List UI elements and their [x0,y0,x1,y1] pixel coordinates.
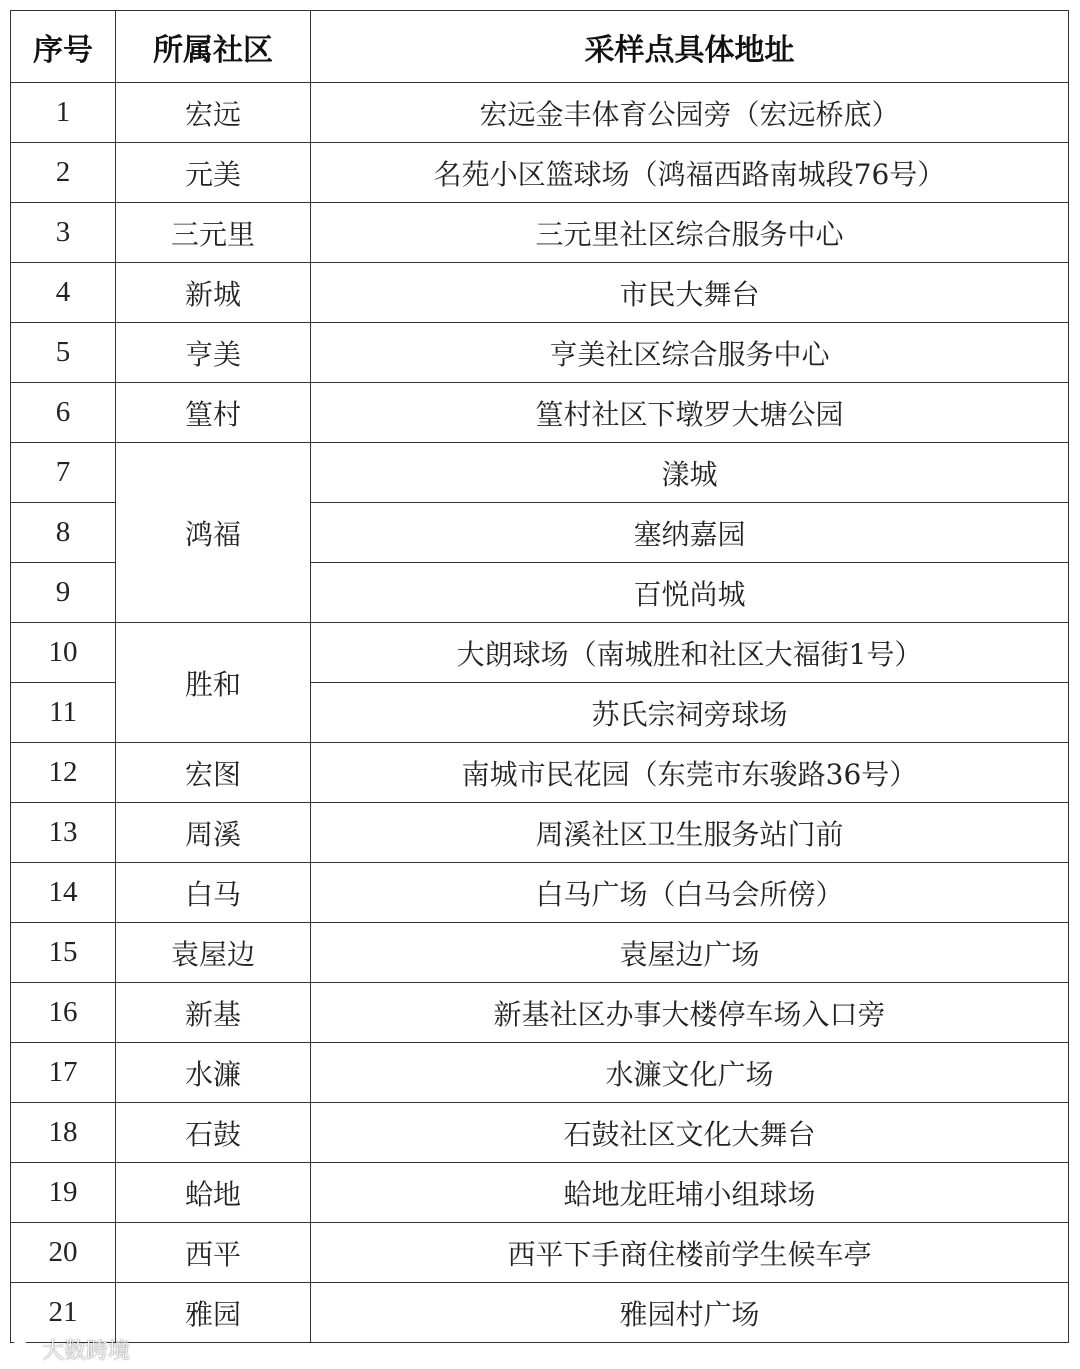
community-cell: 雅园 [116,1283,311,1343]
address-cell: 水濂文化广场 [311,1043,1069,1103]
sampling-sites-table [10,10,1069,1343]
table-row [11,923,1069,983]
address-cell: 市民大舞台 [311,263,1069,323]
community-cell: 西平 [116,1223,311,1283]
serial-number-cell: 12 [11,743,116,803]
address-cell: 西平下手商住楼前学生候车亭 [311,1223,1069,1283]
community-cell: 蛤地 [116,1163,311,1223]
address-cell: 篁村社区下墩罗大塘公园 [311,383,1069,443]
serial-number-cell: 14 [11,863,116,923]
community-cell: 亨美 [116,323,311,383]
community-cell: 元美 [116,143,311,203]
table-row [11,983,1069,1043]
serial-number-cell: 21 [11,1283,116,1343]
address-cell: 袁屋边广场 [311,923,1069,983]
community-cell: 石鼓 [116,1103,311,1163]
address-cell: 蛤地龙旺埔小组球场 [311,1163,1069,1223]
serial-number-cell: 10 [11,623,116,683]
table-row [11,323,1069,383]
header-serial-number: 序号 [11,11,116,83]
table-row [11,863,1069,923]
table-row [11,803,1069,863]
table-row [11,1043,1069,1103]
community-cell: 周溪 [116,803,311,863]
header-address: 采样点具体地址 [311,11,1069,83]
table-row [11,1223,1069,1283]
address-cell: 塞纳嘉园 [311,503,1069,563]
serial-number-cell: 3 [11,203,116,263]
community-cell: 新基 [116,983,311,1043]
community-cell: 袁屋边 [116,923,311,983]
address-cell: 新基社区办事大楼停车场入口旁 [311,983,1069,1043]
header-community: 所属社区 [116,11,311,83]
address-cell: 南城市民花园（东莞市东骏路36号） [311,743,1069,803]
community-cell: 鸿福 [116,443,311,623]
serial-number-cell: 20 [11,1223,116,1283]
table-row [11,383,1069,443]
community-cell: 三元里 [116,203,311,263]
address-cell: 大朗球场（南城胜和社区大福街1号） [311,623,1069,683]
serial-number-cell: 19 [11,1163,116,1223]
address-cell: 雅园村广场 [311,1283,1069,1343]
table-row [11,623,1069,683]
address-cell: 漾城 [311,443,1069,503]
serial-number-cell: 11 [11,683,116,743]
watermark-text: 大数跨境 [42,1339,131,1364]
serial-number-cell: 8 [11,503,116,563]
table-row [11,443,1069,503]
serial-number-cell: 13 [11,803,116,863]
community-cell: 宏图 [116,743,311,803]
serial-number-cell: 5 [11,323,116,383]
serial-number-cell: 15 [11,923,116,983]
table-row [11,1283,1069,1343]
serial-number-cell: 1 [11,83,116,143]
address-cell: 白马广场（白马会所傍） [311,863,1069,923]
sampling-sites-table-container [10,10,1068,1343]
table-row [11,203,1069,263]
serial-number-cell: 18 [11,1103,116,1163]
address-cell: 亨美社区综合服务中心 [311,323,1069,383]
community-cell: 白马 [116,863,311,923]
community-cell: 宏远 [116,83,311,143]
community-cell: 胜和 [116,623,311,743]
serial-number-cell: 7 [11,443,116,503]
serial-number-cell: 6 [11,383,116,443]
table-header-row [11,11,1069,83]
address-cell: 三元里社区综合服务中心 [311,203,1069,263]
table-row [11,1163,1069,1223]
table-row [11,143,1069,203]
address-cell: 名苑小区篮球场（鸿福西路南城段76号） [311,143,1069,203]
address-cell: 周溪社区卫生服务站门前 [311,803,1069,863]
serial-number-cell: 4 [11,263,116,323]
address-cell: 苏氏宗祠旁球场 [311,683,1069,743]
table-row [11,1103,1069,1163]
community-cell: 水濂 [116,1043,311,1103]
table-row [11,743,1069,803]
table-row [11,83,1069,143]
address-cell: 宏远金丰体育公园旁（宏远桥底） [311,83,1069,143]
serial-number-cell: 9 [11,563,116,623]
address-cell: 石鼓社区文化大舞台 [311,1103,1069,1163]
address-cell: 百悦尚城 [311,563,1069,623]
serial-number-cell: 2 [11,143,116,203]
table-row [11,263,1069,323]
community-cell: 新城 [116,263,311,323]
community-cell: 篁村 [116,383,311,443]
serial-number-cell: 17 [11,1043,116,1103]
serial-number-cell: 16 [11,983,116,1043]
